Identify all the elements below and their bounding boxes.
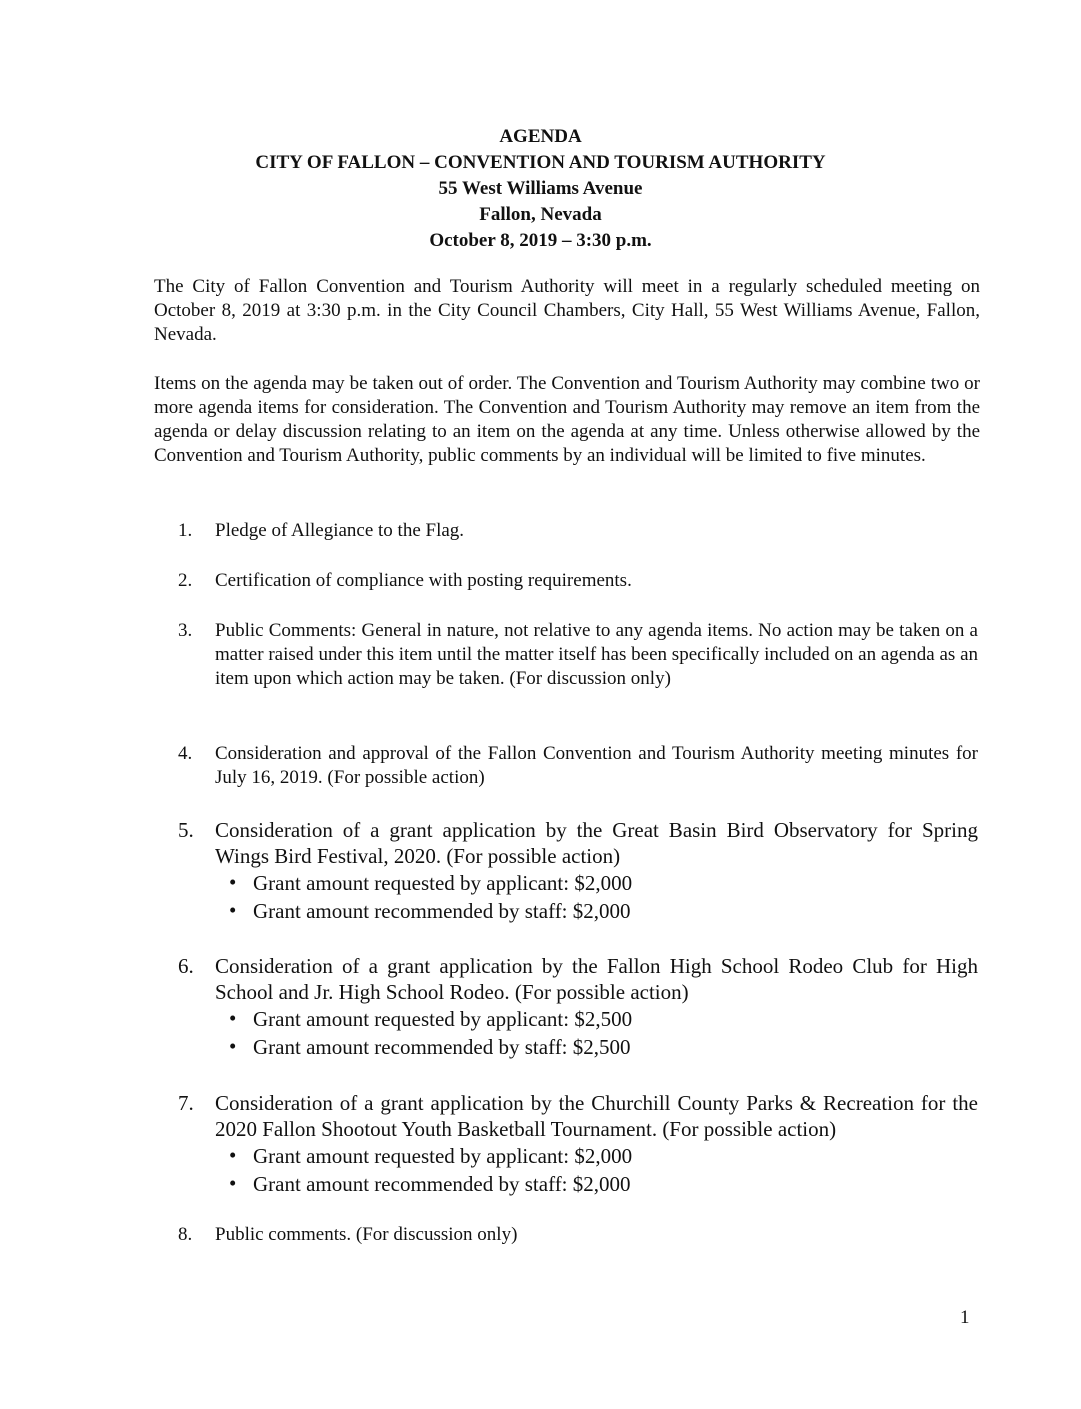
grant-recommended: • Grant amount recommended by staff: $2,000 (229, 898, 631, 923)
item-number: 5. (178, 818, 194, 842)
address-street: 55 West Williams Avenue (438, 178, 643, 199)
item-number: 8. (178, 1224, 193, 1245)
item-number: 2. (178, 570, 193, 591)
grant-recommended: • Grant amount recommended by staff: $2,500 (229, 1034, 631, 1059)
item-text: Public comments. (For discussion only) (215, 1224, 518, 1245)
grant-requested: • Grant amount requested by applicant: $2,000 (229, 870, 633, 895)
agenda-title: AGENDA (499, 126, 582, 147)
item-text: Certification of compliance with posting requirements. (215, 570, 632, 591)
address-city: Fallon, Nevada (479, 204, 602, 225)
item-text: Pledge of Allegiance to the Flag. (215, 520, 465, 541)
grant-requested: • Grant amount requested by applicant: $2,000 (229, 1143, 633, 1168)
item-number: 3. (178, 620, 193, 641)
item-text: Public Comments: General in nature, not relative to any agenda items. No action may be taken on a matter raised under this item until the matter itself has been specifically included on an agenda as an item upon which action may be taken. (For discussion only) (215, 620, 978, 689)
item-text: Consideration of a grant application by the Fallon High School Rodeo Club for High School and Jr. High School Rodeo. (For possible action) (215, 954, 978, 1004)
item-number: 6. (178, 954, 194, 978)
bullet-icon: • (229, 1143, 237, 1167)
organization-name: CITY OF FALLON – CONVENTION AND TOURISM AUTHORITY (255, 152, 826, 173)
grant-amount-list (215, 870, 978, 926)
item-number: 4. (178, 743, 193, 764)
item-text: Consideration and approval of the Fallon Convention and Tourism Authority meeting minutes for July 16, 2019. (For possible action) (215, 743, 978, 788)
bullet-icon: • (229, 898, 237, 922)
rules-paragraph: Items on the agenda may be taken out of order. The Convention and Tourism Authority may combine two or more agenda items for consideration. The Convention and Tourism Authority may remove an item from the agenda or delay discussion relating to an item on the agenda at any time. Unless otherwise allowed by the Convention and Tourism Authority, public comments by an individual will be limited to five minutes. (154, 373, 980, 466)
agenda-header (0, 124, 1081, 254)
grant-amount-list (215, 1143, 978, 1199)
intro-paragraph: The City of Fallon Convention and Tourism Authority will meet in a regularly scheduled meeting on October 8, 2019 at 3:30 p.m. in the City Council Chambers, City Hall, 55 West Williams Avenue, Fallon, Nevada. (154, 276, 980, 345)
grant-requested: • Grant amount requested by applicant: $2,500 (229, 1006, 633, 1031)
item-text: Consideration of a grant application by the Churchill County Parks & Recreation for the 2020 Fallon Shootout Youth Basketball Tournament. (For possible action) (215, 1091, 978, 1141)
meeting-datetime: October 8, 2019 – 3:30 p.m. (429, 230, 652, 251)
bullet-icon: • (229, 1171, 237, 1195)
item-number: 1. (178, 520, 193, 541)
page-number: 1 (960, 1307, 970, 1328)
item-text: Consideration of a grant application by the Great Basin Bird Observatory for Spring Wings Bird Festival, 2020. (For possible action) (215, 818, 978, 868)
bullet-icon: • (229, 1006, 237, 1030)
bullet-icon: • (229, 1034, 237, 1058)
grant-amount-list (215, 1006, 978, 1062)
grant-recommended: • Grant amount recommended by staff: $2,000 (229, 1171, 631, 1196)
item-number: 7. (178, 1091, 194, 1115)
bullet-icon: • (229, 870, 237, 894)
